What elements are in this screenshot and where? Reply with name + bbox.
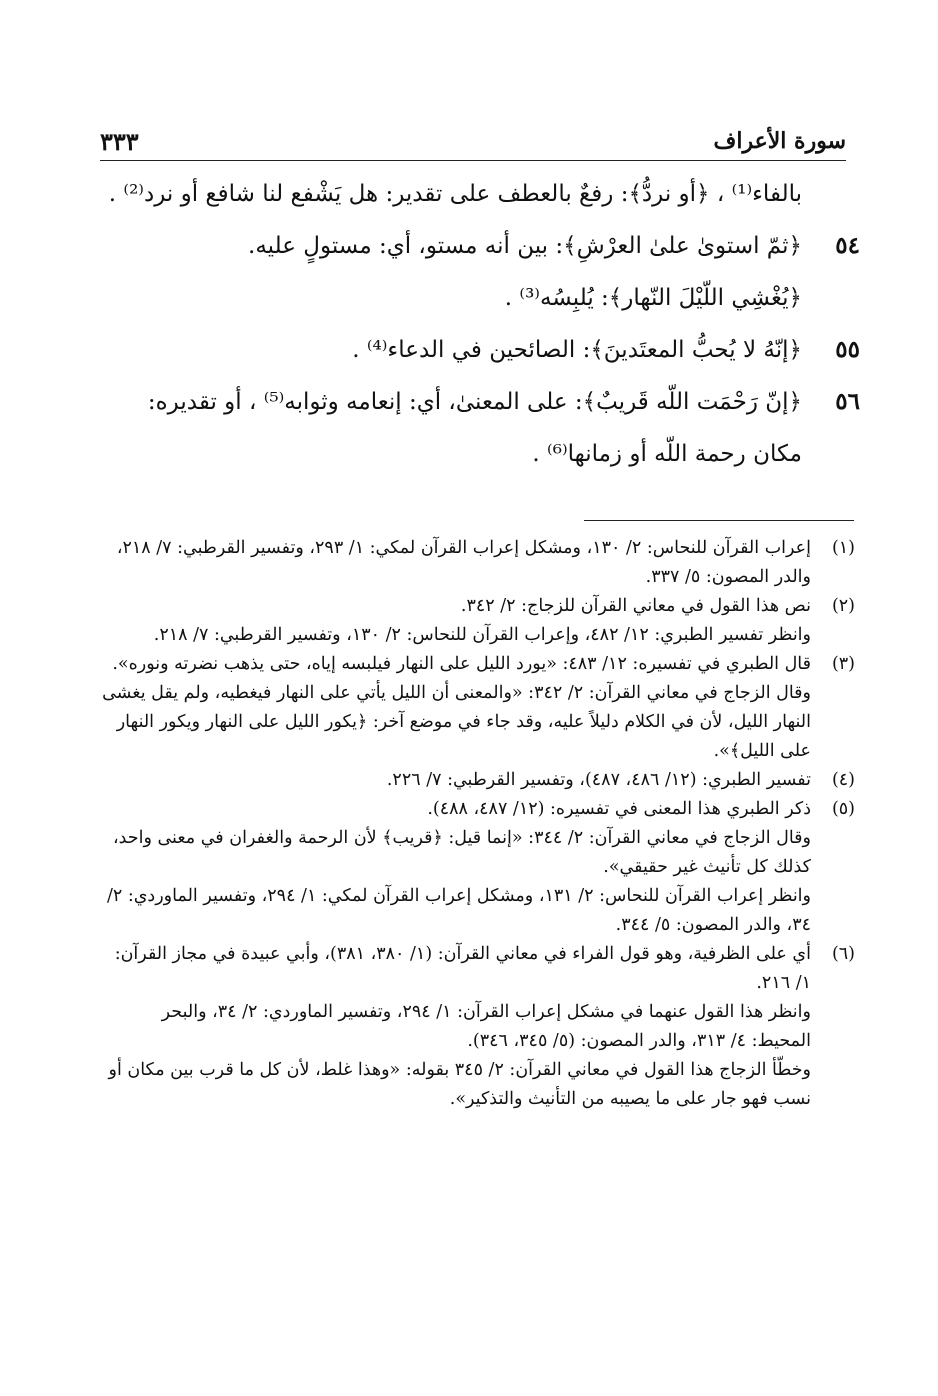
footnote-line: قال الطبري في تفسيره: ١٢/ ٤٨٣: «يورد الليل على النهار فيلبسه إياه، حتى يذهب نضرته ونوره». (112, 654, 811, 674)
main-text (100, 168, 860, 480)
footnote-3 (100, 650, 855, 766)
entry-verse-55 (100, 324, 860, 376)
footnote-body (100, 940, 811, 1114)
surah-title: سورة الأعراف (713, 128, 846, 154)
footnote-line: وانظر تفسير الطبري: ١٢/ ٤٨٢، وإعراب القرآن للنحاس: ٢/ ١٣٠، وتفسير القرطبي: ٧/ ٢١٨. (153, 625, 811, 645)
verse-number: ٥٦ (835, 388, 860, 415)
footnote-number: (٢) (831, 596, 855, 616)
footnote-5 (100, 795, 855, 940)
verse-number (802, 272, 860, 324)
footnote-body (100, 650, 811, 766)
footnote-line: نص هذا القول في معاني القرآن للزجاج: ٢/ ٣٤٢. (460, 596, 811, 616)
footnote-line: أي على الظرفية، وهو قول الفراء في معاني القرآن: (١/ ٣٨٠، ٣٨١)، وأبي عبيدة في مجاز القرآن: ١/ ٢١٦. (114, 944, 811, 993)
entry-verse-54-b (100, 272, 860, 324)
footnote-line: وانظر إعراب القرآن للنحاس: ٢/ ١٣١، ومشكل إعراب القرآن لمكي: ١/ ٢٩٤، وتفسير الماوردي: ٢/ ٣٤، والدر المصون: ٥/ ٣٤٤. (106, 886, 811, 935)
footnote-divider (584, 520, 854, 521)
entry-continuation (100, 168, 860, 220)
footnote-6 (100, 940, 855, 1114)
verse-number: ٥٥ (835, 336, 860, 363)
footnote-body (100, 534, 811, 592)
footnote-body (100, 766, 811, 795)
footnote-line: وقال الزجاج في معاني القرآن: ٢/ ٣٤٤: «إنما قيل: ﴿قريب﴾ لأن الرحمة والغفران في معنى واحد، كذلك كل تأنيث غير حقيقي». (112, 828, 811, 877)
entry-text: بالفاء⁽¹⁾ ، ﴿أو نردُّ﴾: رفعٌ بالعطف على تقدير: هل يَشْفع لنا شافع أو نرد⁽²⁾ . (108, 181, 802, 207)
entry-text: ﴿يُغْشِي اللّيْلَ النّهار﴾: يُلبِسُه⁽³⁾ . (504, 285, 802, 311)
footnote-number: (٤) (831, 770, 855, 790)
page-header (100, 118, 846, 161)
entry-verse-54 (100, 220, 860, 272)
entry-text: ﴿إنّهُ لا يُحبُّ المعتَدينَ﴾: الصائحين في الدعاء⁽⁴⁾ . (352, 337, 802, 363)
footnote-number: (٦) (831, 944, 855, 964)
footnote-line: وقال الزجاج في معاني القرآن: ٢/ ٣٤٢: «والمعنى أن الليل يأتي على النهار فيغطيه، ولم يقل يغشى النهار الليل، لأن في الكلام دليلاً عليه، وقد جاء في موضع آخر: ﴿يكور الليل على النهار ويكور النهار على الليل﴾». (102, 683, 811, 761)
footnote-line: وانظر هذا القول عنهما في مشكل إعراب القرآن: ١/ ٢٩٤، وتفسير الماوردي: ٢/ ٣٤، والبحر المحيط: ٤/ ٣١٣، والدر المصون: (٥/ ٣٤٥، ٣٤٦). (161, 1002, 811, 1051)
footnote-1 (100, 534, 855, 592)
footnote-number: (٥) (831, 799, 855, 819)
footnote-body (100, 592, 811, 650)
footnote-line: تفسير الطبري: (١٢/ ٤٨٦، ٤٨٧)، وتفسير القرطبي: ٧/ ٢٢٦. (386, 770, 811, 790)
footnote-4 (100, 766, 855, 795)
entry-verse-56 (100, 376, 860, 480)
page-number: ٣٣٣ (100, 127, 139, 156)
entry-text: ﴿إنّ رَحْمَت اللّه قَريبٌ﴾: على المعنىٰ، أي: إنعامه وثوابه⁽⁵⁾ ، أو تقديره: مكان رحمة اللّه أو زمانها⁽⁶⁾ . (147, 389, 802, 467)
footnote-body (100, 795, 811, 940)
footnote-line: ذكر الطبري هذا المعنى في تفسيره: (١٢/ ٤٨٧، ٤٨٨). (427, 799, 811, 819)
verse-number (802, 168, 860, 220)
footnote-2 (100, 592, 855, 650)
footnotes (100, 534, 855, 1114)
entry-text: ﴿ثمّ استوىٰ علىٰ العرْشِ﴾: بين أنه مستو، أي: مستولٍ عليه. (248, 233, 802, 259)
footnote-line: إعراب القرآن للنحاس: ٢/ ١٣٠، ومشكل إعراب القرآن لمكي: ١/ ٢٩٣، وتفسير القرطبي: ٧/ ٢١٨، والدر المصون: ٥/ ٣٣٧. (116, 538, 811, 587)
footnote-line: وخطّأ الزجاج هذا القول في معاني القرآن: ٢/ ٣٤٥ بقوله: «وهذا غلط، لأن كل ما قرب بين مكان أو نسب فهو جار على ما يصيبه من التأنيث والتذكير». (108, 1060, 811, 1109)
footnote-number: (١) (831, 538, 855, 558)
footnote-number: (٣) (831, 654, 855, 674)
verse-number: ٥٤ (835, 232, 860, 259)
